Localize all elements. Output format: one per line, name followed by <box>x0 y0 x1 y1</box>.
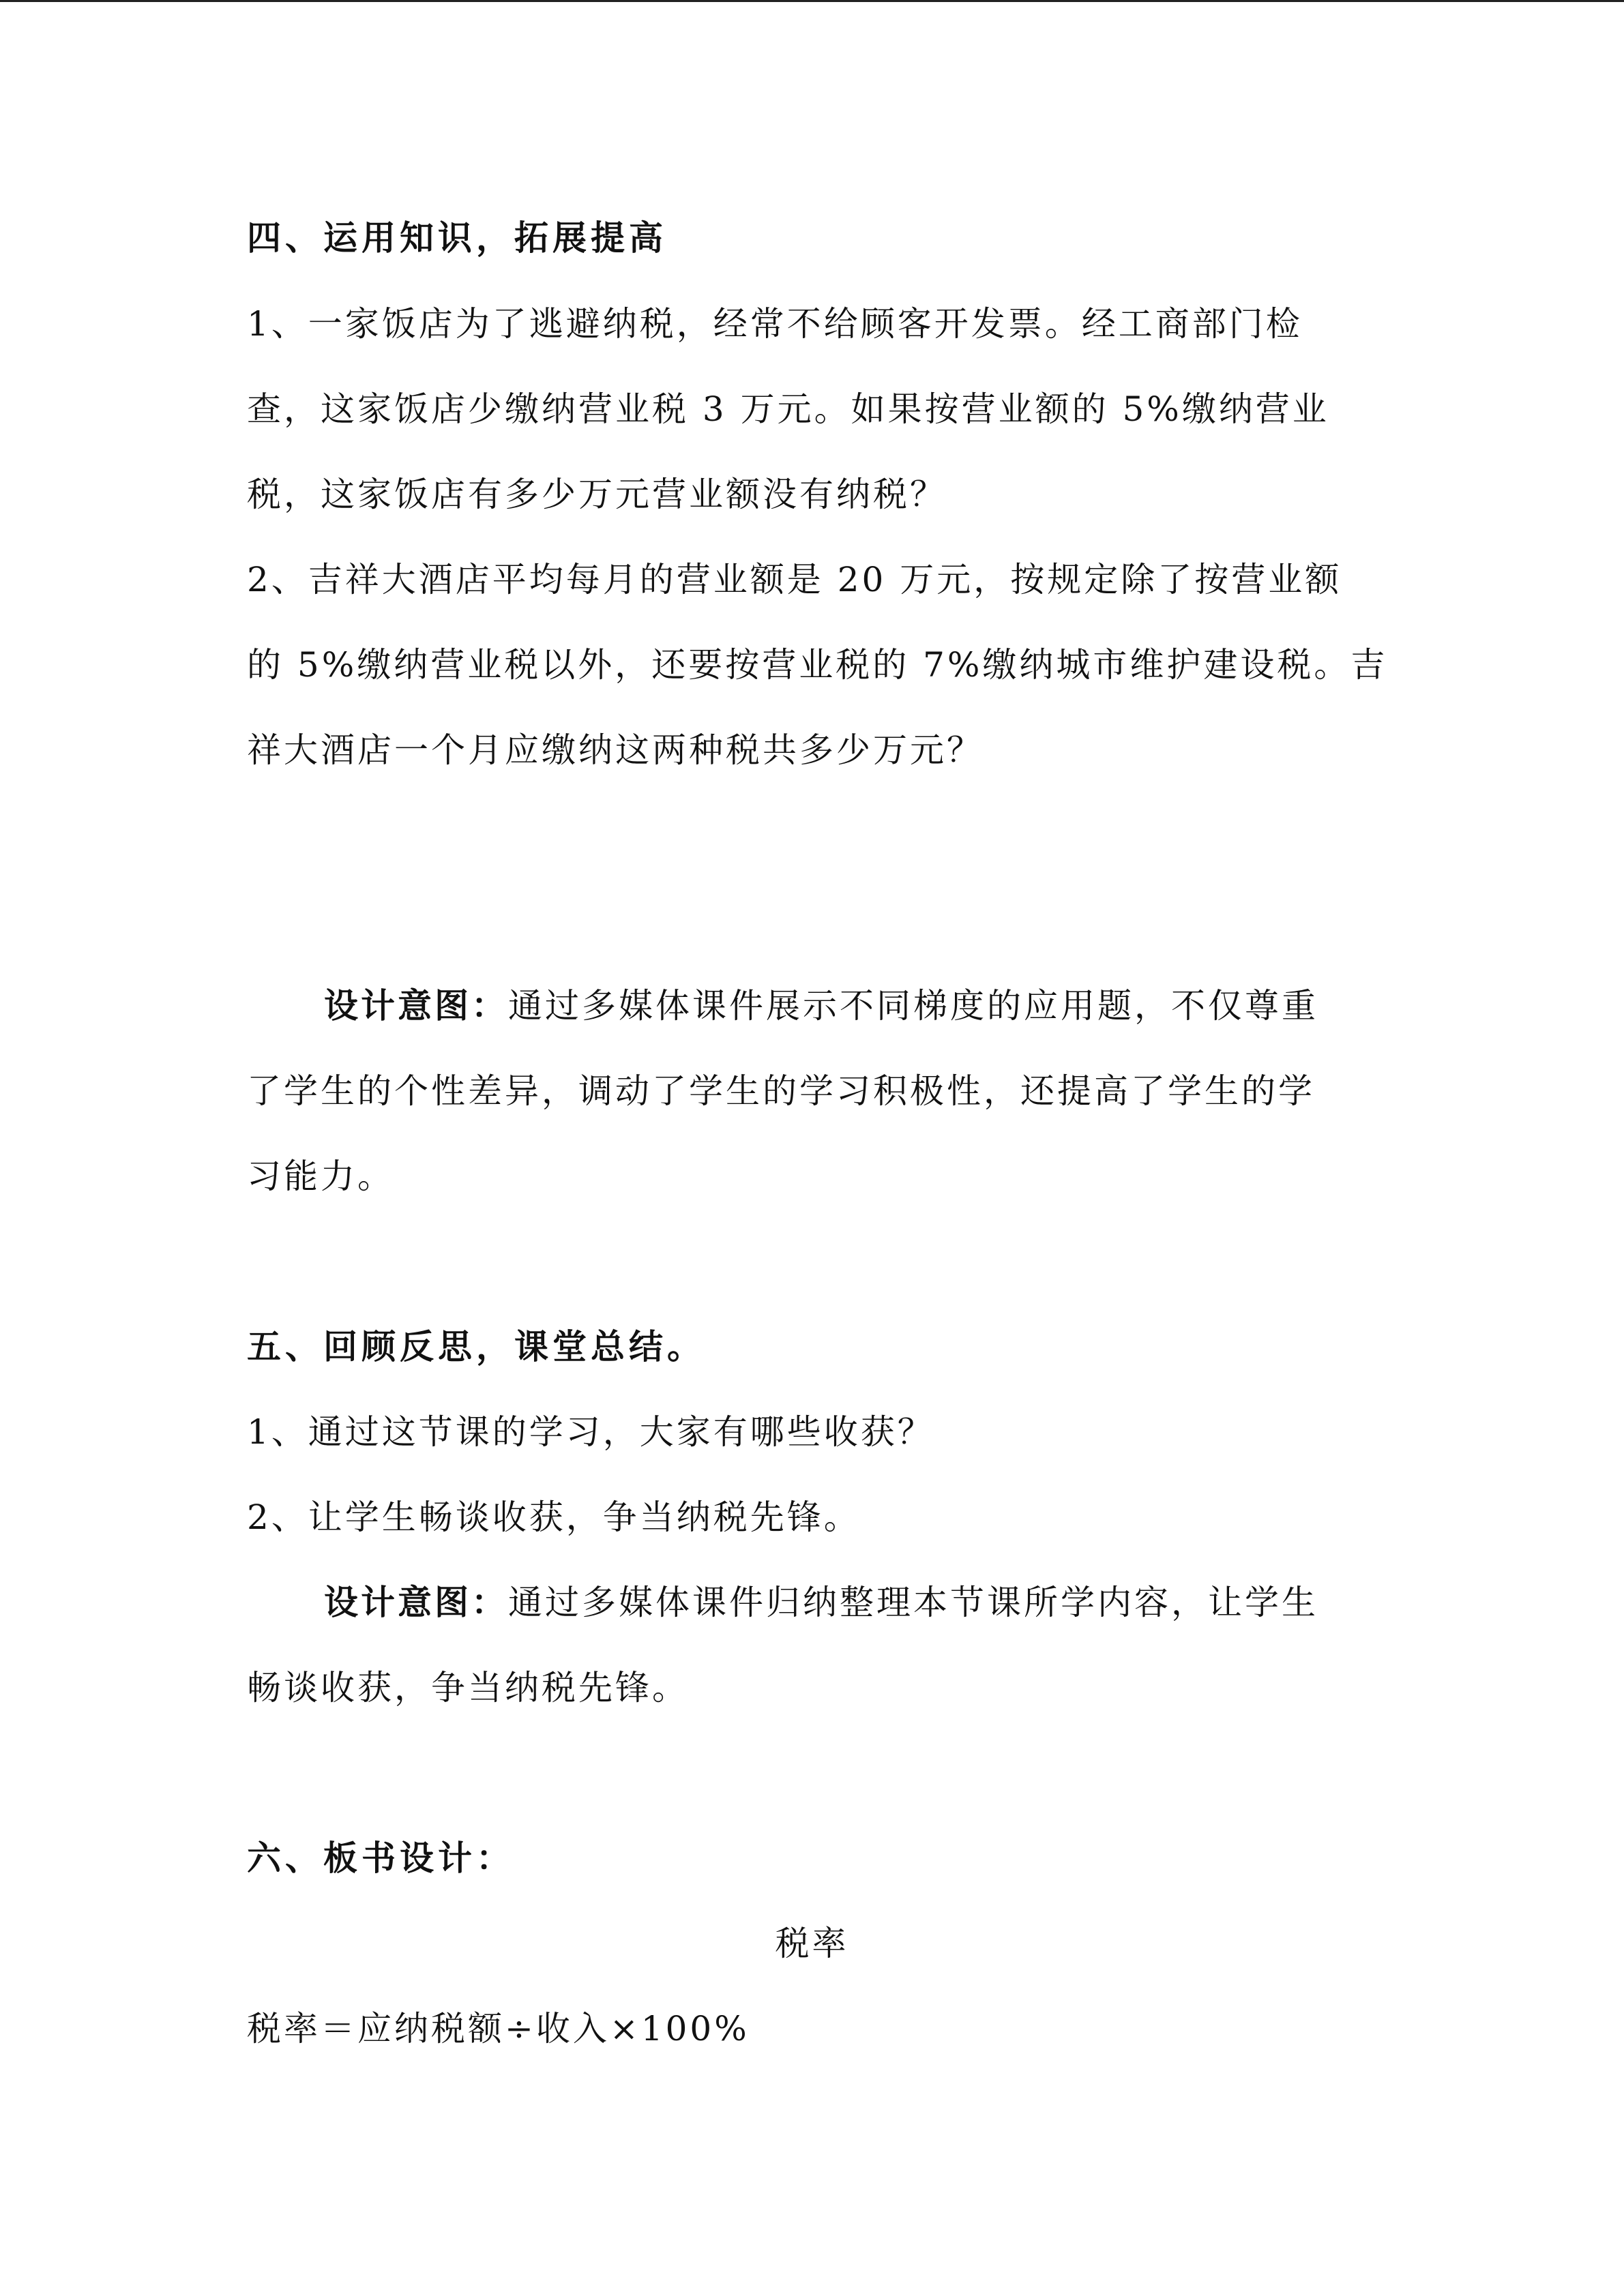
tax-rate-formula: 税率＝应纳税额÷收入×100% <box>247 2009 750 2048</box>
question-2-line-3: 祥大酒店一个月应缴纳这两种税共多少万元？ <box>247 730 984 770</box>
question-1-line-3: 税，这家饭店有多少万元营业额没有纳税？ <box>247 475 947 514</box>
design-intent-label: 设计意图： <box>324 1582 508 1622</box>
section-5-item-1: 1、通过这节课的学习，大家有哪些收获？ <box>247 1412 934 1452</box>
design-intent-text: 通过多媒体课件归纳整理本节课所学内容，让学生 <box>508 1583 1318 1622</box>
question-1-line-1: 1、一家饭店为了逃避纳税，经常不给顾客开发票。经工商部门检 <box>247 304 1303 344</box>
section-6-heading: 六、板书设计： <box>247 1838 514 1878</box>
section-5-item-2: 2、让学生畅谈收获，争当纳税先锋。 <box>247 1497 861 1537</box>
board-title: 税率 <box>775 1924 849 1963</box>
section-5-heading: 五、回顾反思，课堂总结。 <box>247 1326 705 1367</box>
section-5-design-intent-line-2: 畅谈收获，争当纳税先锋。 <box>247 1668 689 1708</box>
question-1-line-2: 查，这家饭店少缴纳营业税 3 万元。如果按营业额的 5%缴纳营业 <box>247 389 1329 429</box>
section-4-design-intent-line-3: 习能力。 <box>247 1157 394 1196</box>
design-intent-label: 设计意图： <box>324 985 508 1026</box>
section-4-heading: 四、运用知识，拓展提高 <box>247 218 667 258</box>
section-5-design-intent <box>324 1581 1388 1624</box>
design-intent-text: 通过多媒体课件展示不同梯度的应用题，不仅尊重 <box>508 986 1318 1026</box>
question-2-line-1: 2、吉祥大酒店平均每月的营业额是 20 万元，按规定除了按营业额 <box>247 560 1342 599</box>
question-2-line-2: 的 5%缴纳营业税以外，还要按营业税的 7%缴纳城市维护建设税。吉 <box>247 645 1388 685</box>
page-top-border <box>0 0 1624 2</box>
section-4-design-intent <box>324 985 1388 1027</box>
section-4-design-intent-line-2: 了学生的个性差异，调动了学生的学习积极性，还提高了学生的学 <box>247 1071 1315 1111</box>
